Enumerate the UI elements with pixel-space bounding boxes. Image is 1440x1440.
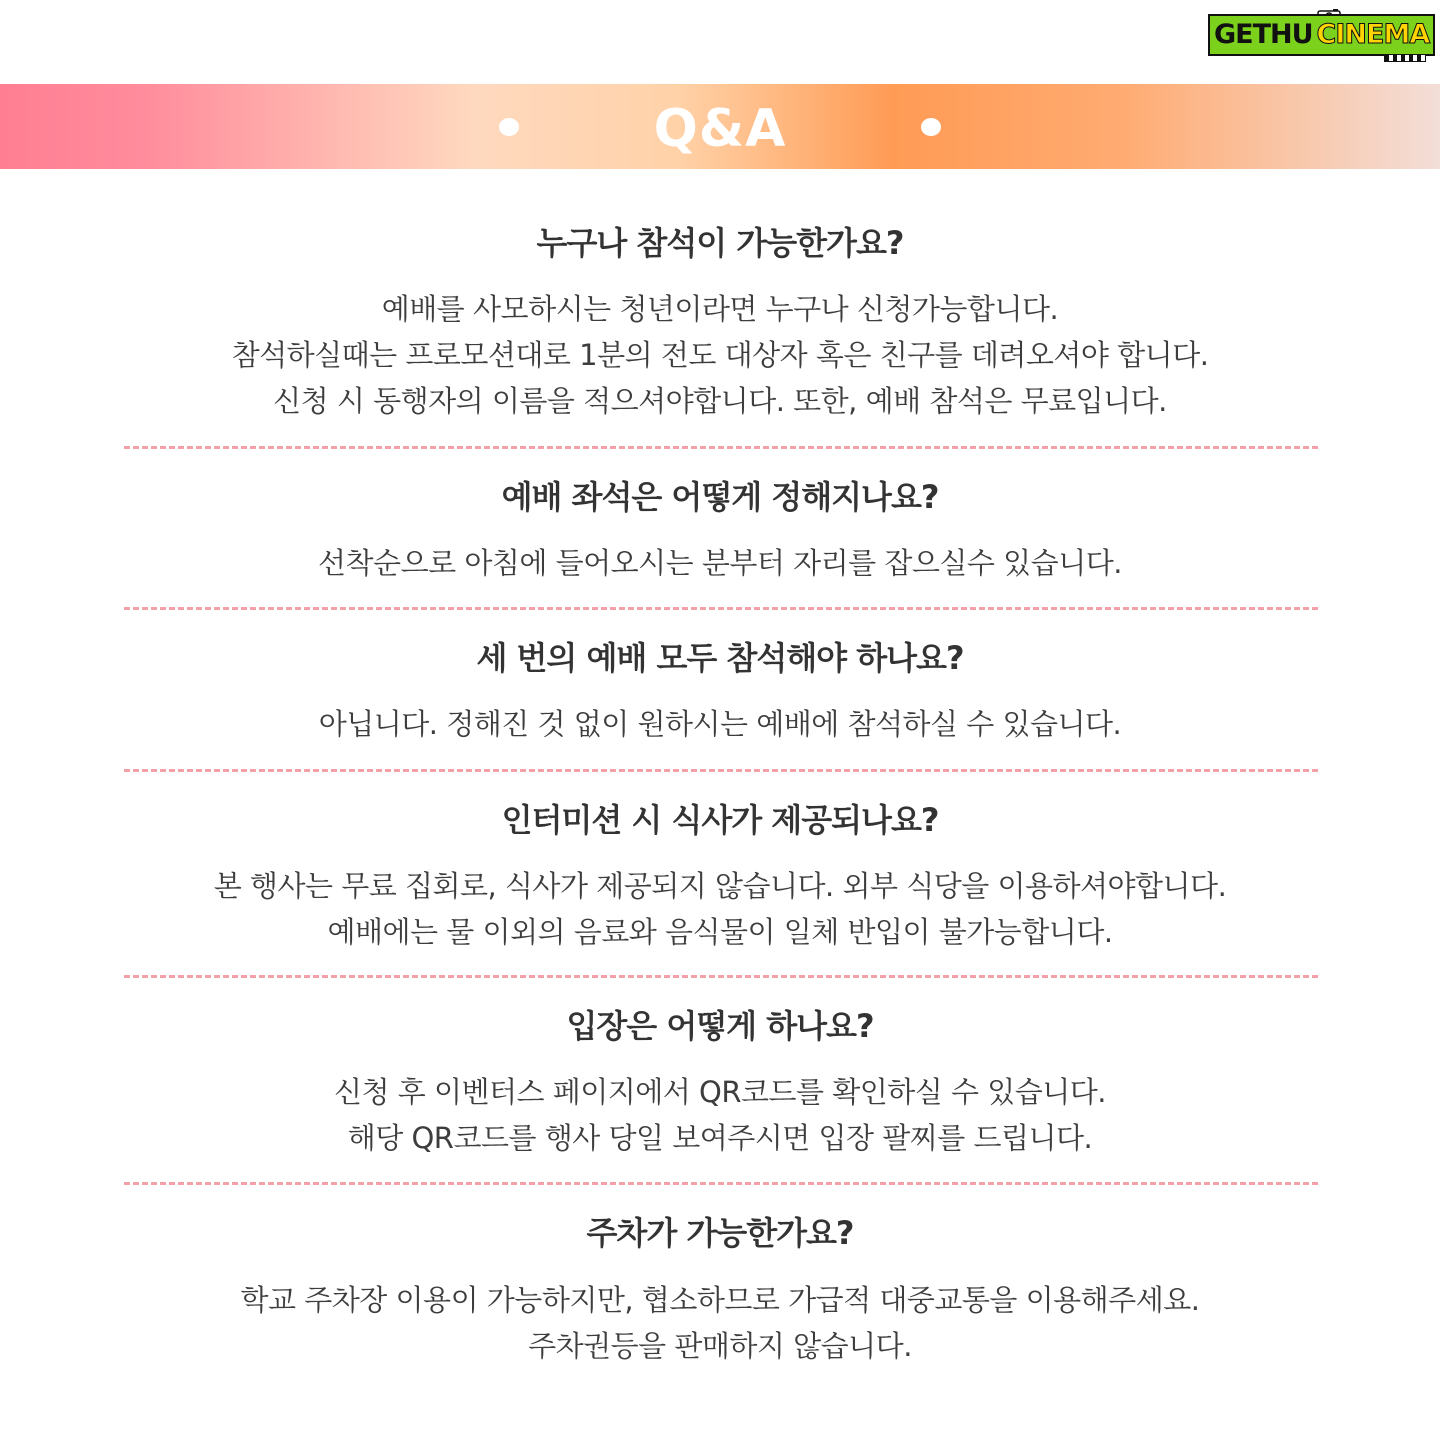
- faq-answer: [0, 1277, 1440, 1369]
- faq-answer-line: 참석하실때는 프로모션대로 1분의 전도 대상자 혹은 친구를 데려오셔야 합니다.: [231, 338, 1209, 372]
- faq-answer: [0, 701, 1440, 747]
- faq-answer-line: 본 행사는 무료 집회로, 식사가 제공되지 않습니다. 외부 식당을 이용하셔야합니다.: [213, 869, 1227, 903]
- faq-answer-line: 예배를 사모하시는 청년이라면 누구나 신청가능합니다.: [381, 292, 1059, 326]
- dashed-divider: [124, 1182, 1318, 1185]
- faq-question: 누구나 참석이 가능한가요?: [536, 224, 904, 262]
- logo-text-gethu: GETHU: [1210, 16, 1315, 54]
- faq-answer-line: 해당 QR코드를 행사 당일 보여주시면 입장 팔찌를 드립니다.: [347, 1121, 1093, 1155]
- logo-text-cinema: CINEMA: [1315, 16, 1434, 54]
- faq-answer-line: 예배에는 물 이외의 음료와 음식물이 일체 반입이 불가능합니다.: [327, 915, 1113, 949]
- faq-answer-line: 신청 시 동행자의 이름을 적으셔야합니다. 또한, 예배 참석은 무료입니다.: [273, 384, 1167, 418]
- dashed-divider: [124, 769, 1318, 772]
- faq-question: 인터미션 시 식사가 제공되나요?: [501, 801, 939, 839]
- logo-plate: [1208, 14, 1435, 56]
- banner-dot-right: [921, 118, 941, 136]
- faq-question: 예배 좌석은 어떻게 정해지나요?: [501, 478, 939, 516]
- gethu-cinema-logo: [1208, 8, 1428, 60]
- faq-question: 입장은 어떻게 하나요?: [566, 1007, 874, 1045]
- faq-answer-line: 선착순으로 아침에 들어오시는 분부터 자리를 잡으실수 있습니다.: [318, 546, 1122, 580]
- faq-question: 주차가 가능한가요?: [586, 1214, 854, 1252]
- faq-answer: [0, 286, 1440, 424]
- faq-answer-line: 주차권등을 판매하지 않습니다.: [528, 1329, 912, 1363]
- faq-answer: [0, 1069, 1440, 1161]
- film-strip-icon: [1384, 54, 1426, 62]
- faq-answer-line: 아닙니다. 정해진 것 없이 원하시는 예배에 참석하실 수 있습니다.: [318, 707, 1122, 741]
- dashed-divider: [124, 446, 1318, 449]
- dashed-divider: [124, 975, 1318, 978]
- faq-question: 세 번의 예배 모두 참석해야 하나요?: [476, 639, 964, 677]
- faq-answer-line: 신청 후 이벤터스 페이지에서 QR코드를 확인하실 수 있습니다.: [333, 1075, 1107, 1109]
- faq-answer: [0, 863, 1440, 955]
- qa-banner: [0, 84, 1440, 169]
- faq-answer: [0, 540, 1440, 586]
- faq-answer-line: 학교 주차장 이용이 가능하지만, 협소하므로 가급적 대중교통을 이용해주세요.: [240, 1283, 1200, 1317]
- banner-title: Q&A: [653, 99, 787, 159]
- dashed-divider: [124, 607, 1318, 610]
